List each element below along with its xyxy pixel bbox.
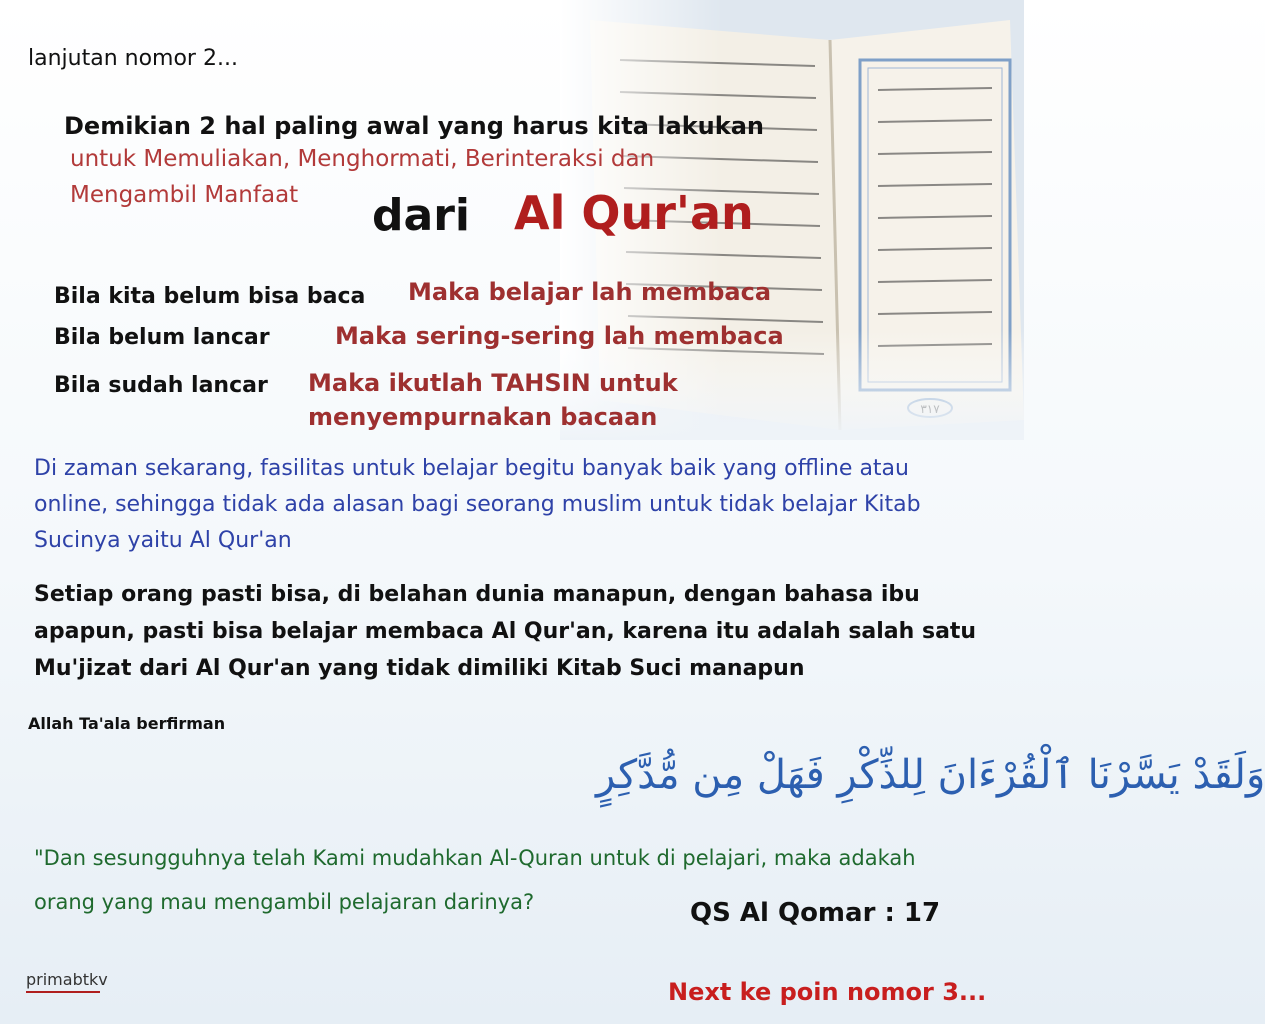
intro-line-1: Demikian 2 hal paling awal yang harus kita lakukan bbox=[64, 112, 764, 140]
step-action-2: Maka sering-sering lah membaca bbox=[335, 322, 784, 350]
miracle-paragraph: Setiap orang pasti bisa, di belahan dunia manapun, dengan bahasa ibu apapun, pasti bisa belajar membaca Al Qur'an, karena itu adalah salah satu Mu'jizat dari Al Qur'an yang tidak dimiliki Kitab Suci manapun bbox=[34, 582, 977, 681]
author-signature: primabtkv bbox=[26, 970, 108, 989]
verse-reference: QS Al Qomar : 17 bbox=[690, 898, 941, 928]
intro-line-2: untuk Memuliakan, Menghormati, Berinteraksi dan bbox=[70, 146, 655, 172]
step-action-3: Maka ikutlah TAHSIN untuk menyempurnakan bacaan bbox=[308, 369, 678, 431]
step-condition-3: Bila sudah lancar bbox=[54, 373, 268, 398]
firman-label: Allah Ta'ala berfirman bbox=[28, 714, 226, 733]
facilities-paragraph: Di zaman sekarang, fasilitas untuk belajar begitu banyak baik yang offline atau online, sehingga tidak ada alasan bagi seorang muslim untuk tidak belajar Kitab Sucinya yaitu Al Qur'an bbox=[34, 456, 921, 553]
continuation-heading: lanjutan nomor 2... bbox=[28, 46, 238, 71]
step-condition-1: Bila kita belum bisa baca bbox=[54, 284, 366, 309]
verse-translation: "Dan sesungguhnya telah Kami mudahkan Al-Quran untuk di pelajari, maka adakah orang yang mau mengambil pelajaran darinya? bbox=[34, 846, 916, 914]
intro-dari: dari bbox=[372, 190, 470, 241]
arabic-verse: وَلَقَدْ يَسَّرْنَا ٱلْقُرْءَانَ لِلذِّكْرِ فَهَلْ مِن مُّدَّكِرٍ bbox=[596, 752, 1265, 798]
step-condition-2: Bila belum lancar bbox=[54, 325, 270, 350]
signature-underline bbox=[26, 991, 100, 993]
step-action-1: Maka belajar lah membaca bbox=[408, 278, 772, 306]
intro-line-3: Mengambil Manfaat bbox=[70, 182, 299, 208]
intro-alquran-title: Al Qur'an bbox=[514, 186, 754, 240]
next-point-text: Next ke poin nomor 3... bbox=[668, 978, 987, 1006]
